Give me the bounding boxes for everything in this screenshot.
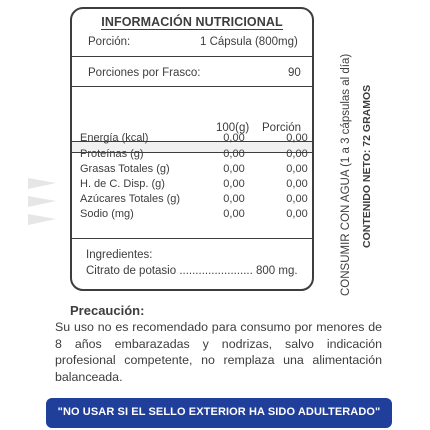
nutrient-value-100g: 0,00 — [223, 132, 245, 144]
nutrient-value-100g: 0,00 — [223, 208, 245, 220]
nutrient-value-portion: 0,00 — [286, 193, 308, 205]
col-header-portion: Porción — [262, 122, 301, 134]
servings-value: 90 — [288, 67, 301, 79]
nutrient-label: Proteínas (g) — [80, 148, 144, 160]
nutrient-value-100g: 0,00 — [223, 193, 245, 205]
divider — [72, 238, 312, 239]
nutrient-value-portion: 0,00 — [286, 178, 308, 190]
divider — [72, 56, 312, 57]
nutrient-value-portion: 0,00 — [286, 163, 308, 175]
nutrient-value-portion: 0,00 — [286, 148, 308, 160]
warning-banner-text: "NO USAR SI EL SELLO EXTERIOR HA SIDO ADULTERADO" — [57, 406, 381, 418]
nutrition-panel — [70, 7, 314, 291]
nutrient-value-100g: 0,00 — [223, 163, 245, 175]
nutrient-label: Sodio (mg) — [80, 208, 134, 220]
nutrient-value-portion: 0,00 — [286, 208, 308, 220]
nutrient-value-portion: 0,00 — [286, 132, 308, 144]
nutrient-label: Energía (kcal) — [80, 132, 149, 144]
nutrient-label: Grasas Totales (g) — [80, 163, 170, 175]
ingredient-line: Citrato de potasio ....................... 800 mg. — [86, 265, 298, 277]
ingredients-label: Ingredientes: — [86, 249, 153, 261]
col-header-100g: 100(g) — [216, 122, 250, 134]
nutrient-label: H. de C. Disp. (g) — [80, 178, 165, 190]
nutrient-value-100g: 0,00 — [223, 178, 245, 190]
servings-label: Porciones por Frasco: — [88, 67, 201, 79]
decorative-chevrons — [28, 178, 58, 230]
precaution-title: Precaución: — [70, 303, 145, 318]
nutrient-label: Azúcares Totales (g) — [80, 193, 181, 205]
net-content: CONTENIDO NETO: 72 GRAMOS — [361, 84, 373, 248]
nutrition-title: INFORMACIÓN NUTRICIONAL — [101, 15, 283, 29]
warning-banner — [46, 398, 392, 428]
nutrient-value-100g: 0,00 — [223, 148, 245, 160]
portion-value: 1 Cápsula (800mg) — [200, 36, 298, 48]
divider — [72, 86, 312, 87]
consume-instruction: CONSUMIR CON AGUA (1 a 3 cápsulas al día) — [340, 53, 352, 296]
portion-label: Porción: — [88, 36, 131, 48]
precaution-text: Su uso no es recomendado para consumo por menores de 8 años embarazadas y nodrizas, salvo indicación profesional competente, no remplaza una alimentación balanceada. — [55, 320, 382, 384]
